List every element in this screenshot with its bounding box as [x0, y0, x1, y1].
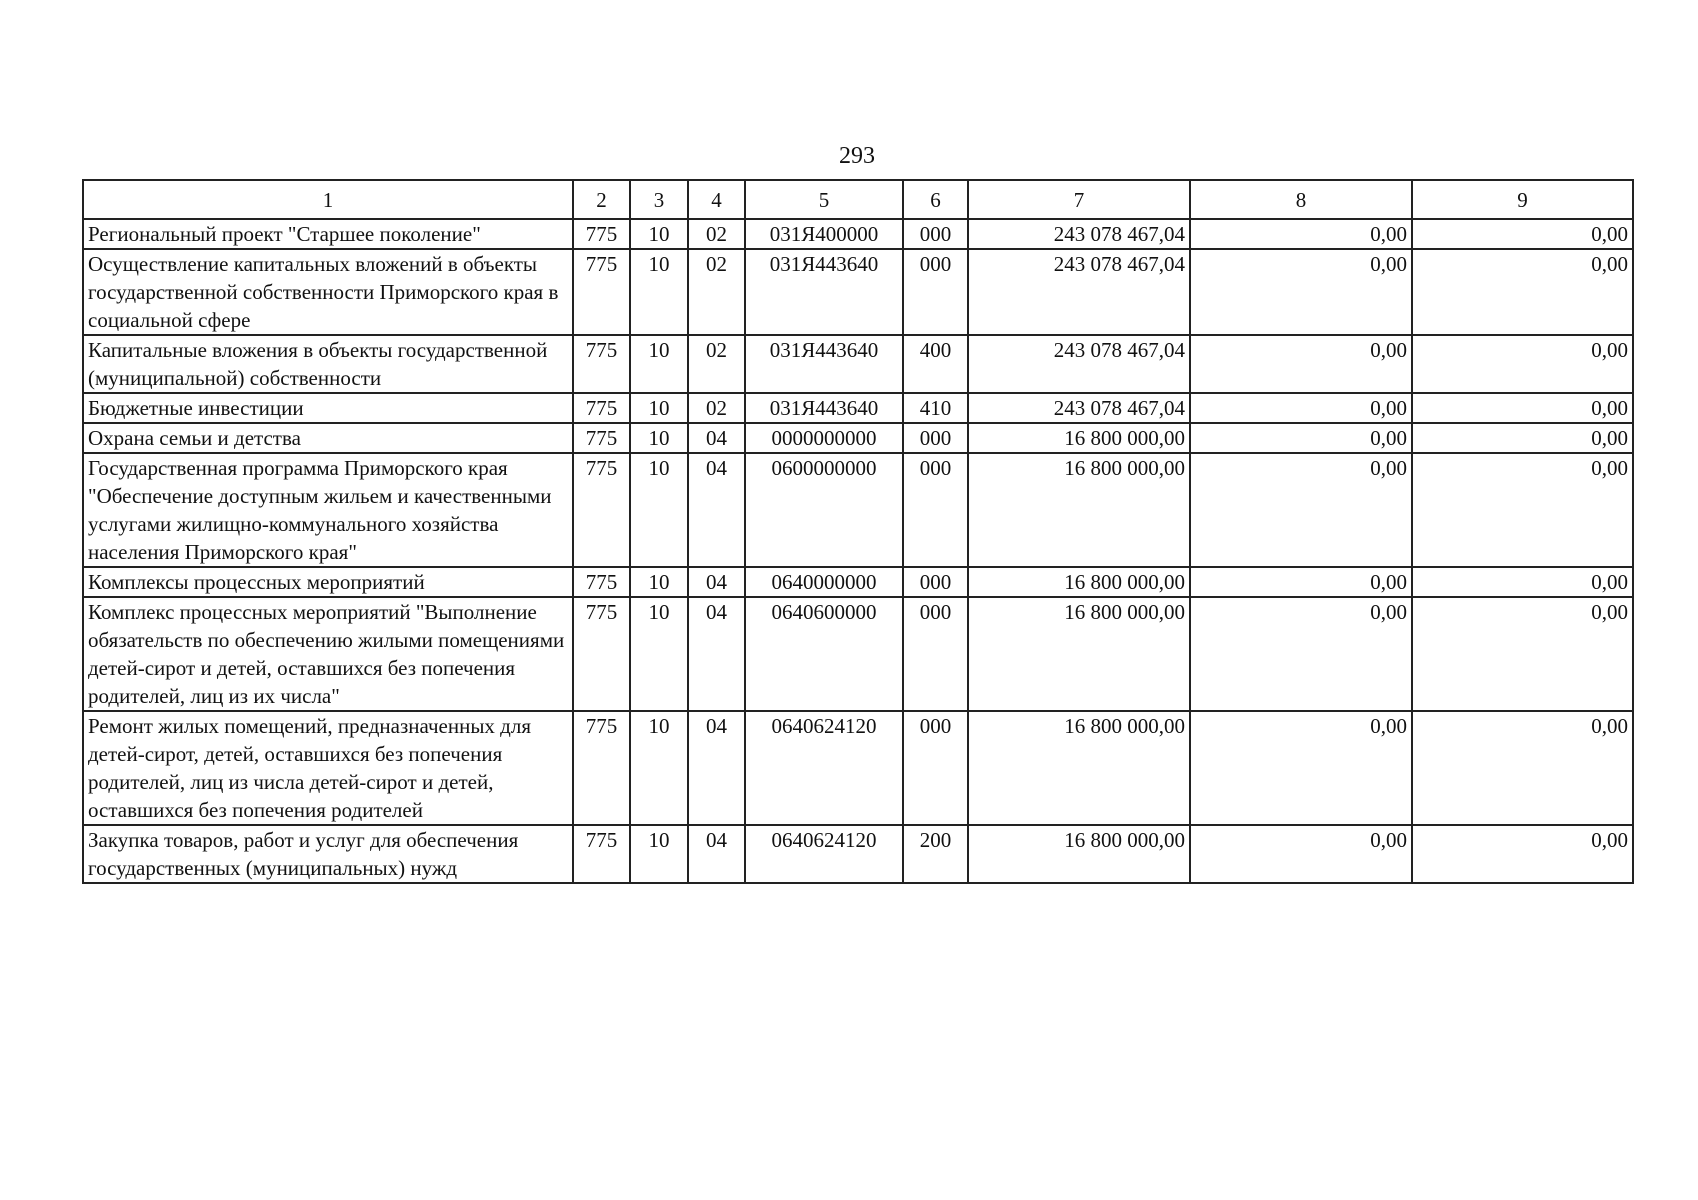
target-article-code: 031Я443640 — [745, 249, 903, 335]
table-row — [83, 453, 1633, 567]
amount-col9: 0,00 — [1412, 453, 1633, 567]
target-article-code: 0640000000 — [745, 567, 903, 597]
expense-type-code: 000 — [903, 219, 968, 249]
table-row — [83, 567, 1633, 597]
ministry-code: 775 — [573, 567, 630, 597]
item-name: Ремонт жилых помещений, предназначенных для детей-сирот, детей, оставшихся без попечения родителей, лиц из числа детей-сирот и детей, оставшихся без попечения родителей — [83, 711, 573, 825]
subsection-code: 02 — [688, 393, 745, 423]
amount-col7: 16 800 000,00 — [968, 597, 1190, 711]
amount-col8: 0,00 — [1190, 825, 1412, 883]
target-article-code: 0000000000 — [745, 423, 903, 453]
amount-col8: 0,00 — [1190, 393, 1412, 423]
section-code: 10 — [630, 219, 688, 249]
section-code: 10 — [630, 567, 688, 597]
subsection-code: 04 — [688, 423, 745, 453]
ministry-code: 775 — [573, 423, 630, 453]
section-code: 10 — [630, 711, 688, 825]
subsection-code: 04 — [688, 597, 745, 711]
item-name: Комплекс процессных мероприятий "Выполнение обязательств по обеспечению жилыми помещениями детей-сирот и детей, оставшихся без попечения родителей, лиц из их числа" — [83, 597, 573, 711]
amount-col8: 0,00 — [1190, 567, 1412, 597]
amount-col7: 16 800 000,00 — [968, 423, 1190, 453]
header-cell: 9 — [1412, 180, 1633, 219]
item-name: Закупка товаров, работ и услуг для обеспечения государственных (муниципальных) нужд — [83, 825, 573, 883]
amount-col7: 16 800 000,00 — [968, 711, 1190, 825]
subsection-code: 02 — [688, 219, 745, 249]
amount-col8: 0,00 — [1190, 249, 1412, 335]
item-name: Капитальные вложения в объекты государственной (муниципальной) собственности — [83, 335, 573, 393]
expense-type-code: 400 — [903, 335, 968, 393]
ministry-code: 775 — [573, 249, 630, 335]
amount-col9: 0,00 — [1412, 711, 1633, 825]
amount-col7: 16 800 000,00 — [968, 453, 1190, 567]
amount-col8: 0,00 — [1190, 453, 1412, 567]
subsection-code: 04 — [688, 453, 745, 567]
item-name: Комплексы процессных мероприятий — [83, 567, 573, 597]
amount-col8: 0,00 — [1190, 711, 1412, 825]
amount-col7: 16 800 000,00 — [968, 567, 1190, 597]
amount-col9: 0,00 — [1412, 423, 1633, 453]
header-cell: 2 — [573, 180, 630, 219]
amount-col9: 0,00 — [1412, 219, 1633, 249]
amount-col7: 243 078 467,04 — [968, 335, 1190, 393]
table-row — [83, 597, 1633, 711]
amount-col9: 0,00 — [1412, 393, 1633, 423]
target-article-code: 0640624120 — [745, 711, 903, 825]
amount-col8: 0,00 — [1190, 219, 1412, 249]
subsection-code: 04 — [688, 825, 745, 883]
amount-col9: 0,00 — [1412, 335, 1633, 393]
section-code: 10 — [630, 249, 688, 335]
amount-col9: 0,00 — [1412, 567, 1633, 597]
item-name: Бюджетные инвестиции — [83, 393, 573, 423]
header-cell: 6 — [903, 180, 968, 219]
target-article-code: 0640600000 — [745, 597, 903, 711]
expense-type-code: 000 — [903, 249, 968, 335]
amount-col7: 243 078 467,04 — [968, 249, 1190, 335]
header-cell: 5 — [745, 180, 903, 219]
subsection-code: 04 — [688, 567, 745, 597]
expense-type-code: 000 — [903, 711, 968, 825]
expense-type-code: 000 — [903, 567, 968, 597]
header-cell: 7 — [968, 180, 1190, 219]
amount-col8: 0,00 — [1190, 597, 1412, 711]
item-name: Охрана семьи и детства — [83, 423, 573, 453]
target-article-code: 0600000000 — [745, 453, 903, 567]
amount-col9: 0,00 — [1412, 825, 1633, 883]
ministry-code: 775 — [573, 453, 630, 567]
section-code: 10 — [630, 393, 688, 423]
expense-type-code: 000 — [903, 423, 968, 453]
ministry-code: 775 — [573, 825, 630, 883]
target-article-code: 031Я443640 — [745, 393, 903, 423]
subsection-code: 02 — [688, 335, 745, 393]
section-code: 10 — [630, 423, 688, 453]
amount-col8: 0,00 — [1190, 423, 1412, 453]
table-row — [83, 335, 1633, 393]
expense-type-code: 000 — [903, 597, 968, 711]
expense-type-code: 200 — [903, 825, 968, 883]
ministry-code: 775 — [573, 597, 630, 711]
section-code: 10 — [630, 825, 688, 883]
header-row — [83, 180, 1633, 219]
section-code: 10 — [630, 597, 688, 711]
ministry-code: 775 — [573, 711, 630, 825]
page-number: 293 — [839, 143, 875, 169]
item-name: Осуществление капитальных вложений в объекты государственной собственности Приморского края в социальной сфере — [83, 249, 573, 335]
expense-type-code: 410 — [903, 393, 968, 423]
amount-col7: 243 078 467,04 — [968, 219, 1190, 249]
expense-type-code: 000 — [903, 453, 968, 567]
section-code: 10 — [630, 335, 688, 393]
subsection-code: 04 — [688, 711, 745, 825]
header-cell: 4 — [688, 180, 745, 219]
amount-col9: 0,00 — [1412, 597, 1633, 711]
table-row — [83, 711, 1633, 825]
table-row — [83, 423, 1633, 453]
table-row — [83, 393, 1633, 423]
item-name: Региональный проект "Старшее поколение" — [83, 219, 573, 249]
ministry-code: 775 — [573, 219, 630, 249]
subsection-code: 02 — [688, 249, 745, 335]
budget-table — [82, 179, 1634, 884]
item-name: Государственная программа Приморского края "Обеспечение доступным жильем и качественными услугами жилищно-коммунального хозяйства населения Приморского края" — [83, 453, 573, 567]
amount-col7: 243 078 467,04 — [968, 393, 1190, 423]
ministry-code: 775 — [573, 393, 630, 423]
amount-col7: 16 800 000,00 — [968, 825, 1190, 883]
section-code: 10 — [630, 453, 688, 567]
header-cell: 3 — [630, 180, 688, 219]
table-row — [83, 825, 1633, 883]
header-cell: 1 — [83, 180, 573, 219]
table-row — [83, 249, 1633, 335]
table-row — [83, 219, 1633, 249]
header-cell: 8 — [1190, 180, 1412, 219]
amount-col8: 0,00 — [1190, 335, 1412, 393]
ministry-code: 775 — [573, 335, 630, 393]
target-article-code: 031Я400000 — [745, 219, 903, 249]
amount-col9: 0,00 — [1412, 249, 1633, 335]
target-article-code: 0640624120 — [745, 825, 903, 883]
target-article-code: 031Я443640 — [745, 335, 903, 393]
